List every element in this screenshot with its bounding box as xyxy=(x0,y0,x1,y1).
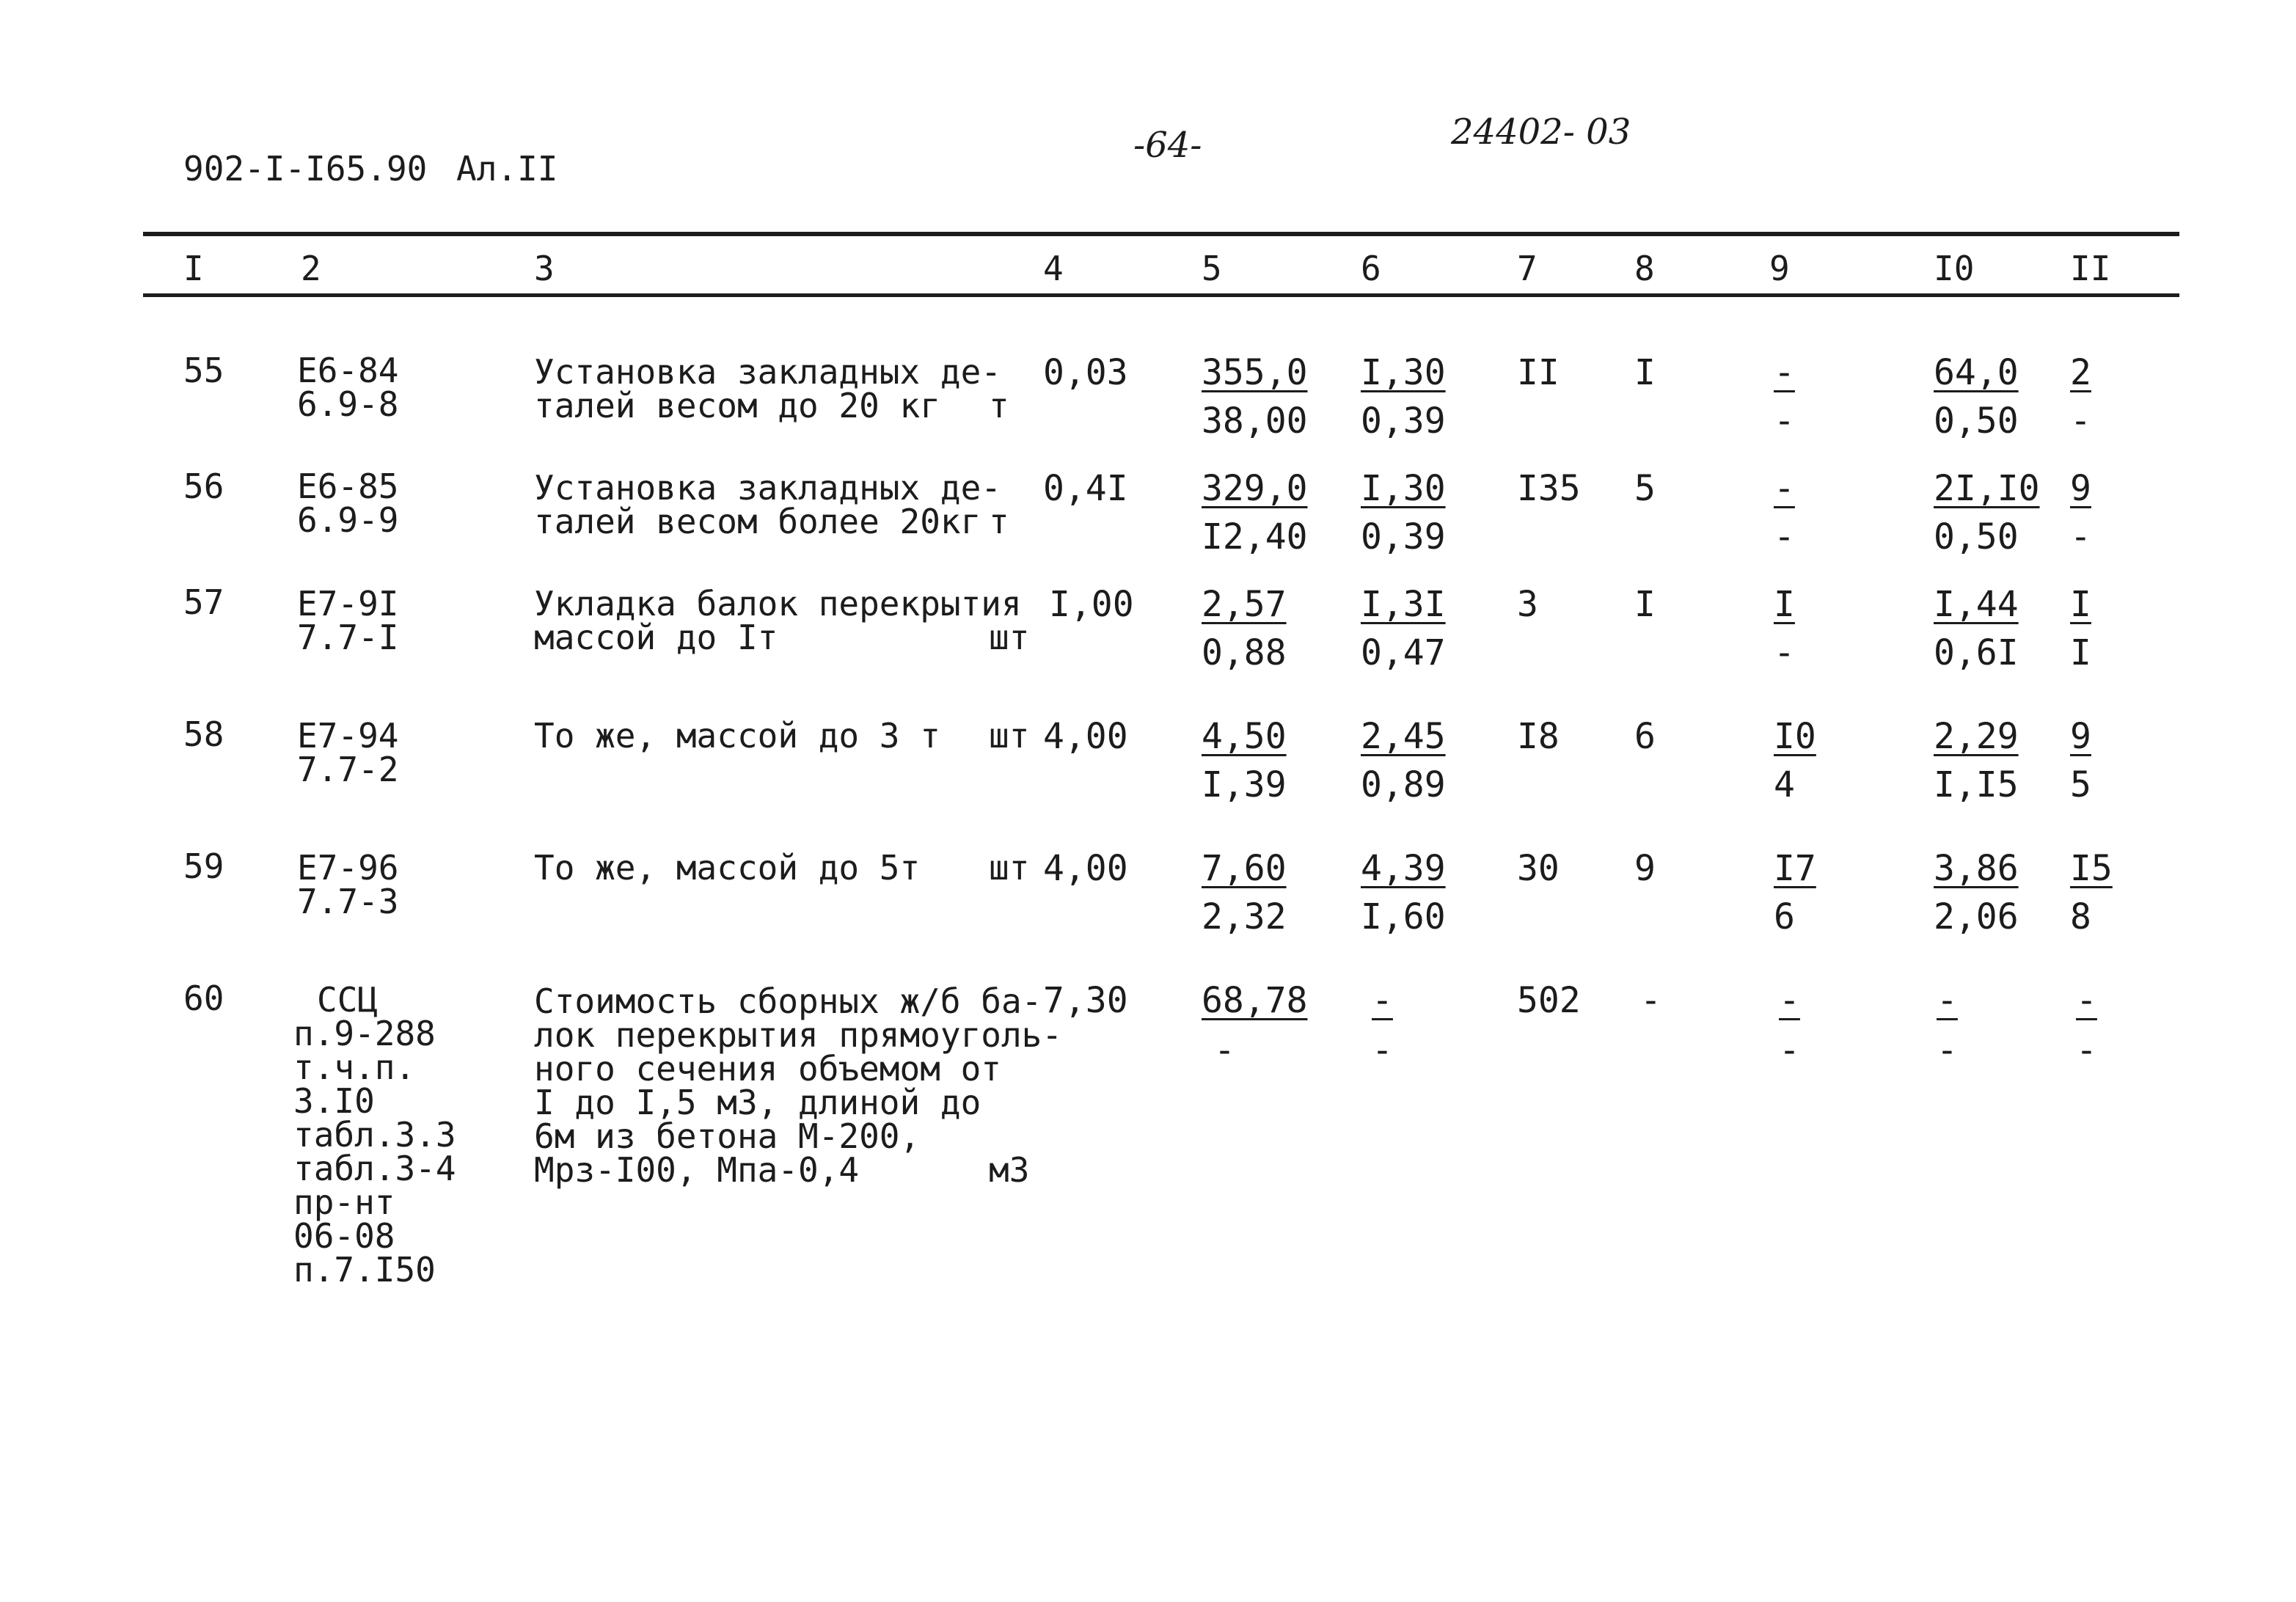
machine-wages: - xyxy=(1774,400,1795,442)
column-header: II xyxy=(2070,249,2111,288)
machine-wages: - xyxy=(1774,632,1795,673)
column-header: 5 xyxy=(1202,249,1222,288)
cost-total: 4,50 xyxy=(1202,716,1287,757)
wage-fund: 9 xyxy=(1634,848,1656,889)
quantity: 4,00 xyxy=(1043,848,1128,889)
cost-wages: I,39 xyxy=(1202,764,1287,805)
norm-code: Е7-96 7.7-3 xyxy=(297,848,399,921)
unit-of-measure: т xyxy=(989,502,1009,541)
column-header: I0 xyxy=(1934,249,1975,288)
column-header: 8 xyxy=(1634,249,1655,288)
labor-total: 2,45 xyxy=(1361,716,1446,757)
labor-total: I,3I xyxy=(1361,584,1446,625)
work-description: Стоимость сборных ж/б ба- лок перекрытия прямоуголь- ного сечения объемом от I до I,5 м3, длиной до 6м из бетона М-200, Мрз-I00, Мпа-0,4 xyxy=(534,981,1063,1190)
labor-machines: I,60 xyxy=(1361,896,1446,937)
machine-cost: - xyxy=(1774,468,1795,509)
wage-fund: - xyxy=(1640,980,1661,1021)
work-description: Установка закладных де- талей весом более 20кг xyxy=(534,468,1001,541)
machine-wages: - xyxy=(1774,516,1795,557)
work-description: То же, массой до 5т xyxy=(534,848,921,888)
labor-machines: 0,47 xyxy=(1361,632,1446,673)
direct-cost: 30 xyxy=(1517,848,1560,889)
quantity: I,00 xyxy=(1049,584,1134,625)
machine-wages: - xyxy=(1779,1030,1800,1071)
direct-cost: I8 xyxy=(1517,716,1560,757)
labor-unit: - xyxy=(1937,980,1958,1021)
work-description: Укладка балок перекрытия массой до Iт xyxy=(534,584,1022,657)
unit-of-measure: шт xyxy=(989,716,1030,756)
page-number: -64- xyxy=(1133,125,1202,166)
wage-fund: 6 xyxy=(1634,716,1656,757)
labor-total-qty: 9 xyxy=(2070,468,2091,509)
labor-machines: 0,39 xyxy=(1361,400,1446,442)
norm-code: Е7-94 7.7-2 xyxy=(297,716,399,789)
labor-unit: 2,29 xyxy=(1934,716,2019,757)
column-header: 4 xyxy=(1043,249,1064,288)
registration-number: 24402- 03 xyxy=(1451,111,1631,153)
labor-unit: 2I,I0 xyxy=(1934,468,2040,509)
labor-total-machines: I xyxy=(2070,632,2091,673)
unit-of-measure: шт xyxy=(989,848,1030,888)
quantity: 7,30 xyxy=(1043,980,1128,1021)
labor-total-qty: - xyxy=(2076,980,2097,1021)
row-number: 57 xyxy=(183,582,224,622)
labor-unit-machines: 0,50 xyxy=(1934,516,2019,557)
machine-cost: - xyxy=(1774,352,1795,393)
labor-total: 4,39 xyxy=(1361,848,1446,889)
labor-unit-machines: 0,6I xyxy=(1934,632,2019,673)
column-header: 2 xyxy=(301,249,321,288)
labor-total-qty: I xyxy=(2070,584,2091,625)
cost-wages: 38,00 xyxy=(1202,400,1308,442)
labor-machines: - xyxy=(1372,1030,1393,1071)
labor-total-machines: - xyxy=(2070,516,2091,557)
wage-fund: I xyxy=(1634,352,1656,393)
labor-total-qty: I5 xyxy=(2070,848,2113,889)
labor-total-machines: - xyxy=(2076,1030,2097,1071)
labor-unit: 64,0 xyxy=(1934,352,2019,393)
machine-cost: I0 xyxy=(1774,716,1816,757)
labor-total-machines: 5 xyxy=(2070,764,2091,805)
direct-cost: II xyxy=(1517,352,1560,393)
labor-machines: 0,39 xyxy=(1361,516,1446,557)
unit-of-measure: м3 xyxy=(989,1150,1030,1190)
labor-unit-machines: 0,50 xyxy=(1934,400,2019,442)
labor-total-qty: 2 xyxy=(2070,352,2091,393)
labor-unit-machines: I,I5 xyxy=(1934,764,2019,805)
machine-cost: - xyxy=(1779,980,1800,1021)
cost-total: 68,78 xyxy=(1202,980,1308,1021)
table-header-rule xyxy=(143,293,2179,297)
labor-unit-machines: - xyxy=(1937,1030,1958,1071)
labor-total-machines: 8 xyxy=(2070,896,2091,937)
direct-cost: 3 xyxy=(1517,584,1538,625)
table-top-rule xyxy=(143,232,2179,236)
column-header: 7 xyxy=(1517,249,1538,288)
norm-code: Е6-84 6.9-8 xyxy=(297,351,399,424)
labor-unit: I,44 xyxy=(1934,584,2019,625)
unit-of-measure: т xyxy=(989,386,1009,425)
column-header: 6 xyxy=(1361,249,1381,288)
direct-cost: I35 xyxy=(1517,468,1581,509)
labor-total-machines: - xyxy=(2070,400,2091,442)
quantity: 0,4I xyxy=(1043,468,1128,509)
cost-total: 7,60 xyxy=(1202,848,1287,889)
row-number: 59 xyxy=(183,846,224,886)
norm-code: ССЦ п.9-288 т.ч.п. 3.I0 табл.3.3 табл.3-4 пр-нт 06-08 п.7.I50 xyxy=(293,980,456,1290)
row-number: 58 xyxy=(183,714,224,754)
machine-cost: I xyxy=(1774,584,1795,625)
labor-total: I,30 xyxy=(1361,352,1446,393)
row-number: 60 xyxy=(183,979,224,1018)
cost-total: 329,0 xyxy=(1202,468,1308,509)
machine-cost: I7 xyxy=(1774,848,1816,889)
labor-unit-machines: 2,06 xyxy=(1934,896,2019,937)
wage-fund: 5 xyxy=(1634,468,1656,509)
direct-cost: 502 xyxy=(1517,980,1581,1021)
labor-total-qty: 9 xyxy=(2070,716,2091,757)
column-header: 3 xyxy=(534,249,555,288)
column-header: I xyxy=(183,249,204,288)
machine-wages: 4 xyxy=(1774,764,1795,805)
norm-code: Е6-85 6.9-9 xyxy=(297,467,399,540)
quantity: 0,03 xyxy=(1043,352,1128,393)
document-code: 902-I-I65.90 xyxy=(183,149,428,189)
cost-wages: 2,32 xyxy=(1202,896,1287,937)
machine-wages: 6 xyxy=(1774,896,1795,937)
labor-total: I,30 xyxy=(1361,468,1446,509)
column-header: 9 xyxy=(1769,249,1790,288)
quantity: 4,00 xyxy=(1043,716,1128,757)
work-description: То же, массой до 3 т xyxy=(534,716,940,756)
cost-total: 355,0 xyxy=(1202,352,1308,393)
norm-code: Е7-9I 7.7-I xyxy=(297,584,399,657)
labor-unit: 3,86 xyxy=(1934,848,2019,889)
album-number: Ал.II xyxy=(456,149,558,189)
unit-of-measure: шт xyxy=(989,618,1030,657)
wage-fund: I xyxy=(1634,584,1656,625)
work-description: Установка закладных де- талей весом до 20 кг xyxy=(534,352,1001,425)
row-number: 56 xyxy=(183,467,224,506)
row-number: 55 xyxy=(183,351,224,390)
cost-wages: 0,88 xyxy=(1202,632,1287,673)
cost-wages: - xyxy=(1214,1030,1235,1071)
cost-total: 2,57 xyxy=(1202,584,1287,625)
labor-machines: 0,89 xyxy=(1361,764,1446,805)
labor-total: - xyxy=(1372,980,1393,1021)
cost-wages: I2,40 xyxy=(1202,516,1308,557)
